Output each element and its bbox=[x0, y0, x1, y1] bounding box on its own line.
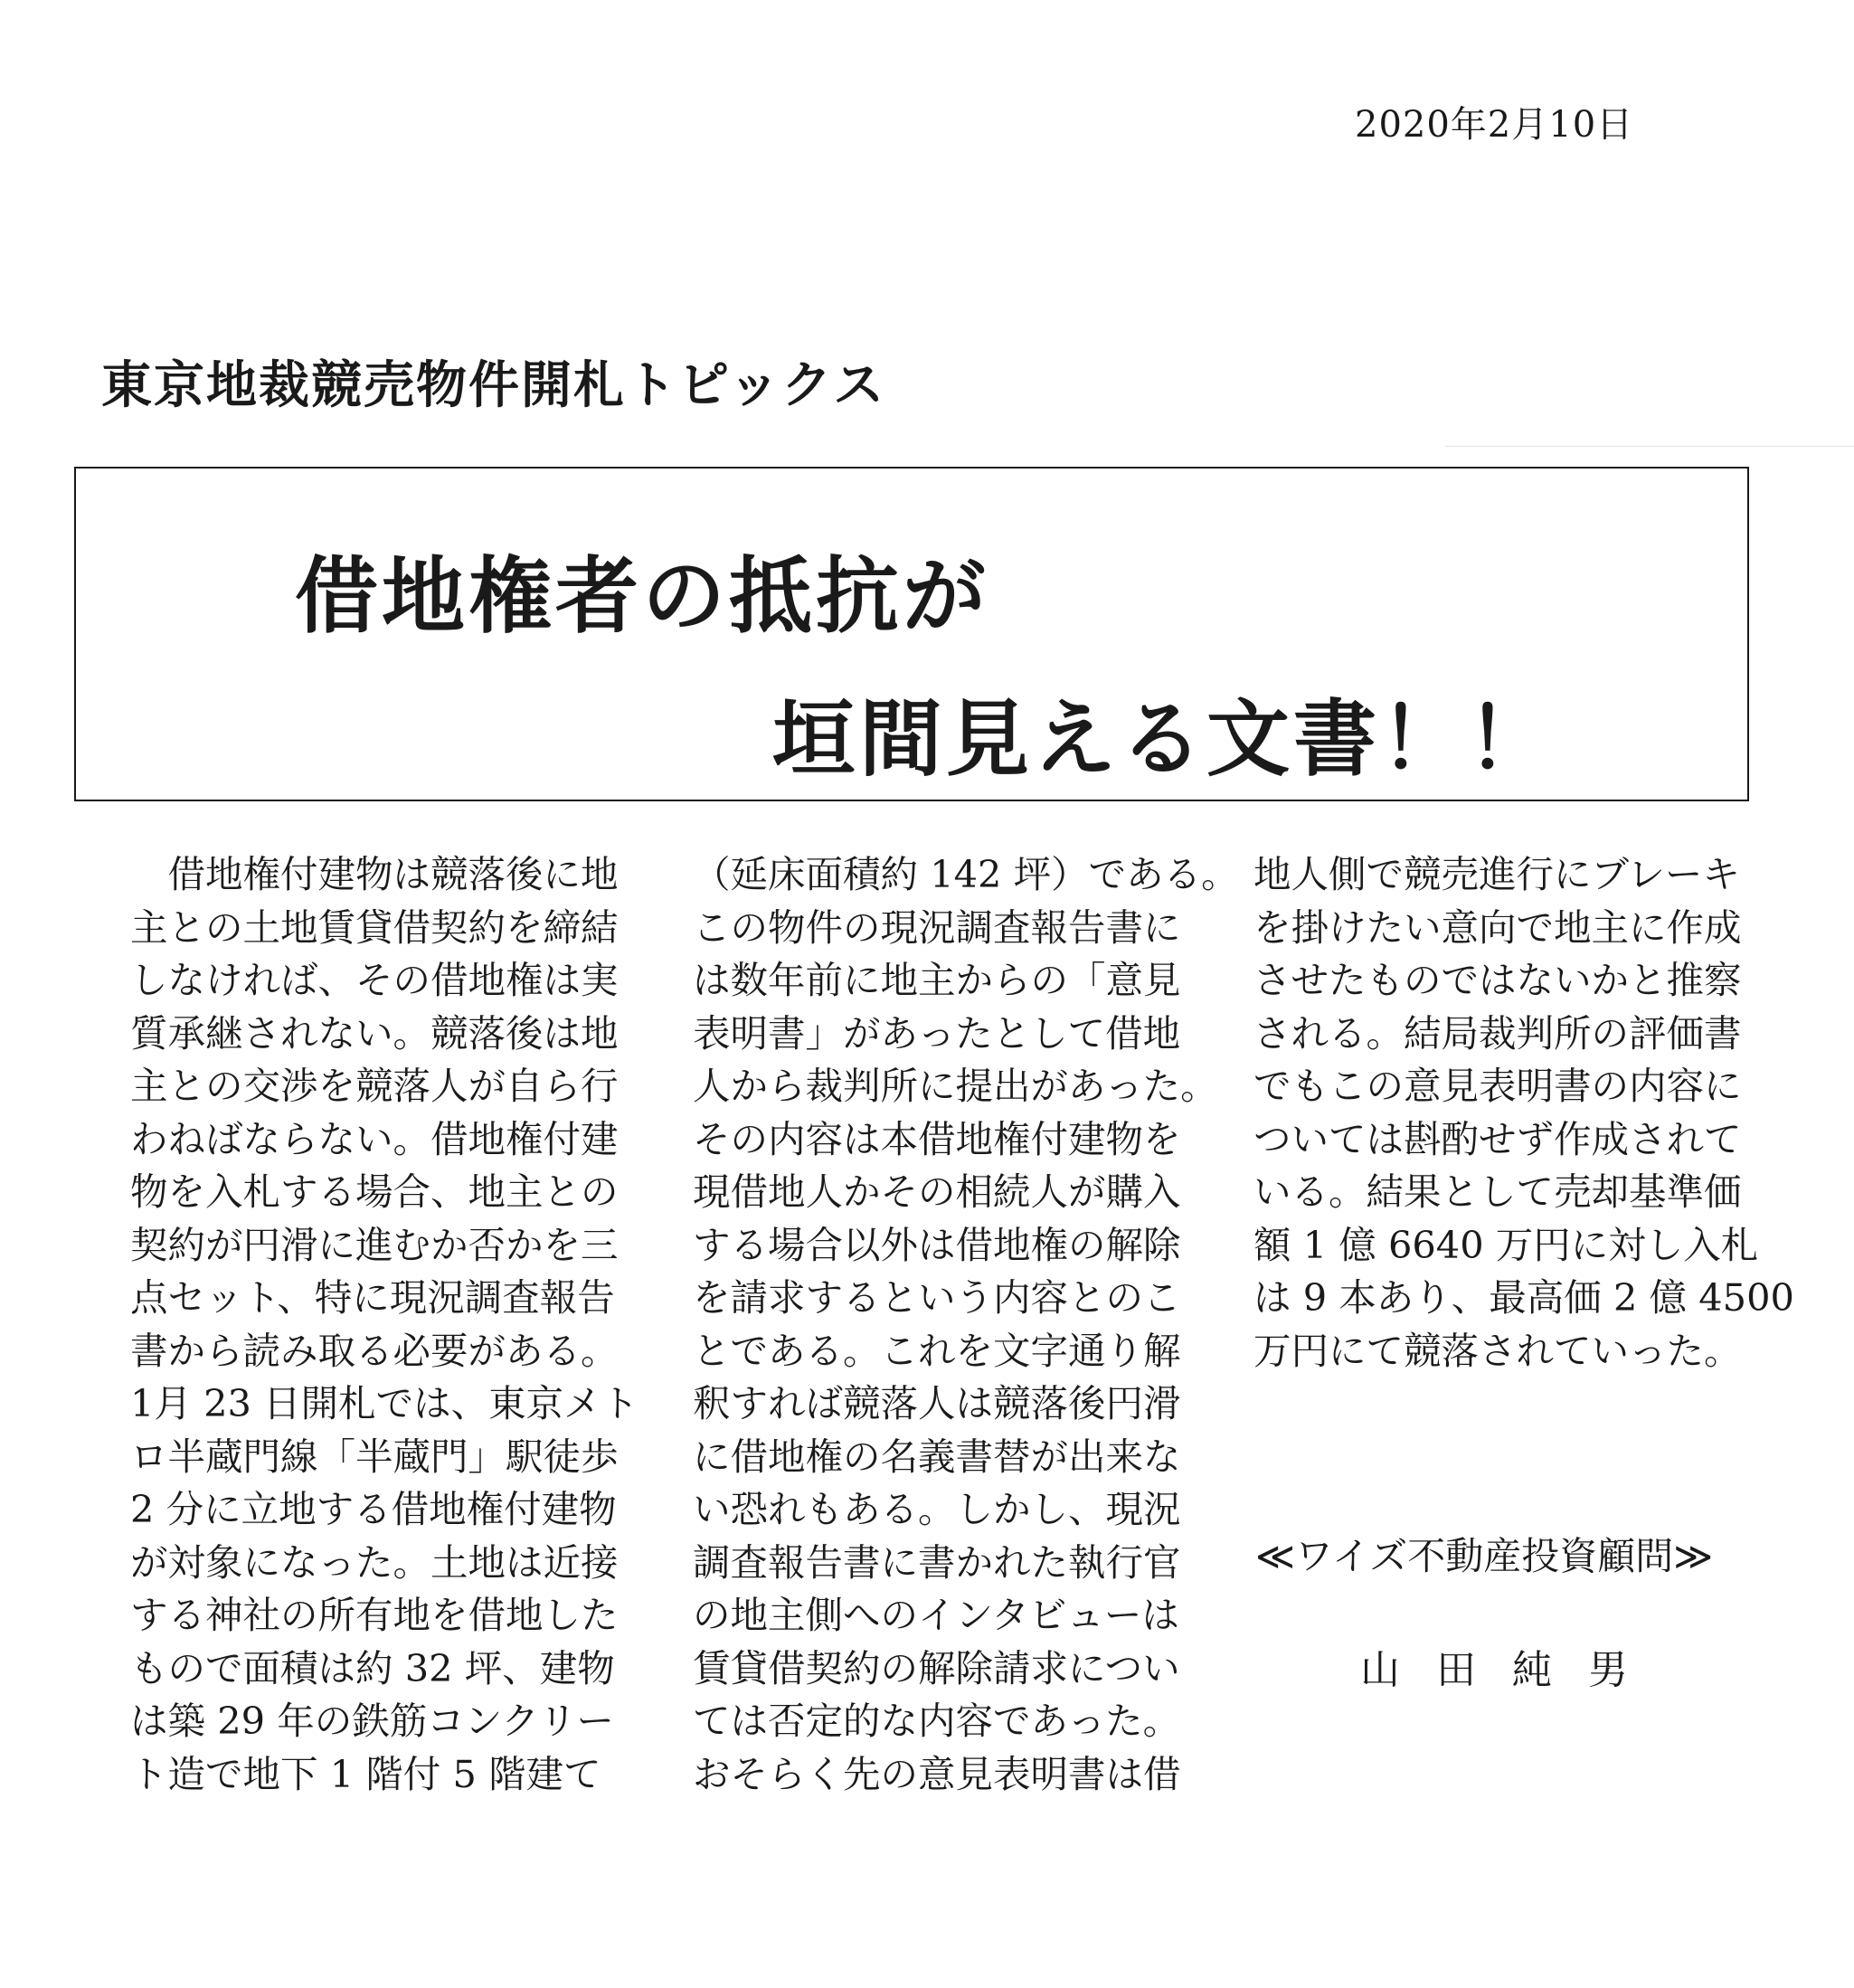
article-line: とである。これを文字通り解 bbox=[693, 1328, 1181, 1373]
article-line: に借地権の名義書替が出来な bbox=[693, 1434, 1181, 1479]
article-column-3 bbox=[1253, 848, 1794, 1377]
article-line: 地人側で競売進行にブレーキ bbox=[1253, 852, 1740, 896]
article-line: する神社の所有地を借地した bbox=[130, 1593, 619, 1637]
article-line: 調査報告書に書かれた執行官 bbox=[693, 1539, 1181, 1585]
publication-date: 2020年2月10日 bbox=[1355, 104, 1634, 146]
article-line: される。結局裁判所の評価書 bbox=[1253, 1010, 1742, 1056]
article-line: 表明書」があったとして借地 bbox=[693, 1010, 1181, 1056]
article-line: の地主側へのインタビューは bbox=[693, 1593, 1179, 1637]
article-line: 賃貸借契約の解除請求につい bbox=[693, 1645, 1180, 1690]
article-line: おそらく先の意見表明書は借 bbox=[693, 1751, 1181, 1796]
article-line: 1月 23 日開札では、東京メト bbox=[130, 1381, 639, 1425]
article-line: わねばならない。借地権付建 bbox=[130, 1116, 619, 1161]
article-line: 人から裁判所に提出があった。 bbox=[693, 1064, 1218, 1108]
article-line: この物件の現況調査報告書に bbox=[693, 904, 1181, 950]
article-line: 書から読み取る必要がある。 bbox=[130, 1328, 619, 1373]
article-column-1 bbox=[130, 848, 639, 1801]
article-line: 契約が円滑に進むか否かを三 bbox=[130, 1222, 619, 1267]
author-name: 山田純男 bbox=[1360, 1647, 1664, 1693]
article-line: でもこの意見表明書の内容に bbox=[1253, 1064, 1742, 1108]
article-line: 質承継されない。競落後は地 bbox=[130, 1010, 619, 1056]
article-line: 2 分に立地する借地権付建物 bbox=[130, 1487, 617, 1531]
headline-box bbox=[74, 467, 1749, 801]
article-line: ては否定的な内容であった。 bbox=[693, 1699, 1181, 1743]
article-line: しなければ、その借地権は実 bbox=[130, 958, 619, 1002]
headline-line-1: 借地権者の抵抗が bbox=[295, 548, 990, 645]
article-line: する場合以外は借地権の解除 bbox=[693, 1222, 1181, 1267]
article-line: ロ半蔵門線「半蔵門」駅徒歩 bbox=[130, 1434, 619, 1479]
article-line: を掛けたい意向で地主に作成 bbox=[1253, 904, 1742, 950]
article-line: もので面積は約 32 坪、建物 bbox=[130, 1645, 615, 1690]
article-line: （延床面積約 142 坪）である。 bbox=[693, 852, 1239, 896]
article-line: させたものではないかと推察 bbox=[1253, 958, 1742, 1002]
article-line: は数年前に地主からの「意見 bbox=[693, 958, 1181, 1002]
article-line: その内容は本借地権付建物を bbox=[693, 1116, 1181, 1161]
article-line: 万円にて競落されていった。 bbox=[1253, 1328, 1742, 1373]
article-line: を請求するという内容とのこ bbox=[693, 1275, 1181, 1320]
author-affiliation: ≪ワイズ不動産投資顧問≫ bbox=[1255, 1534, 1714, 1578]
article-line: 額 1 億 6640 万円に対し入札 bbox=[1253, 1222, 1759, 1267]
article-column-2 bbox=[693, 848, 1239, 1801]
headline-line-2: 垣間見える文書！！ bbox=[772, 691, 1555, 788]
article-line: 釈すれば競落人は競落後円滑 bbox=[693, 1381, 1181, 1425]
article-line: が対象になった。土地は近接 bbox=[130, 1539, 619, 1585]
article-line: 借地権付建物は競落後に地 bbox=[130, 852, 619, 896]
article-line: 主との土地賃貸借契約を締結 bbox=[130, 904, 619, 950]
article-line: ついては斟酌せず作成されて bbox=[1253, 1116, 1742, 1161]
article-line: いる。結果として売却基準価 bbox=[1253, 1169, 1742, 1214]
series-title: 東京地裁競売物件開札トピックス bbox=[101, 356, 886, 415]
faint-rule bbox=[1445, 446, 1854, 447]
article-line: は築 29 年の鉄筋コンクリー bbox=[130, 1699, 614, 1743]
article-line: い恐れもある。しかし、現況 bbox=[693, 1487, 1181, 1531]
article-line: ト造で地下 1 階付 5 階建て bbox=[130, 1751, 601, 1796]
article-line: 主との交渉を競落人が自ら行 bbox=[130, 1064, 619, 1108]
article-line: 点セット、特に現況調査報告 bbox=[130, 1275, 615, 1320]
article-line: 物を入札する場合、地主との bbox=[130, 1169, 619, 1214]
article-line: 現借地人かその相続人が購入 bbox=[693, 1169, 1181, 1214]
article-line: は 9 本あり、最高価 2 億 4500 bbox=[1253, 1275, 1794, 1320]
